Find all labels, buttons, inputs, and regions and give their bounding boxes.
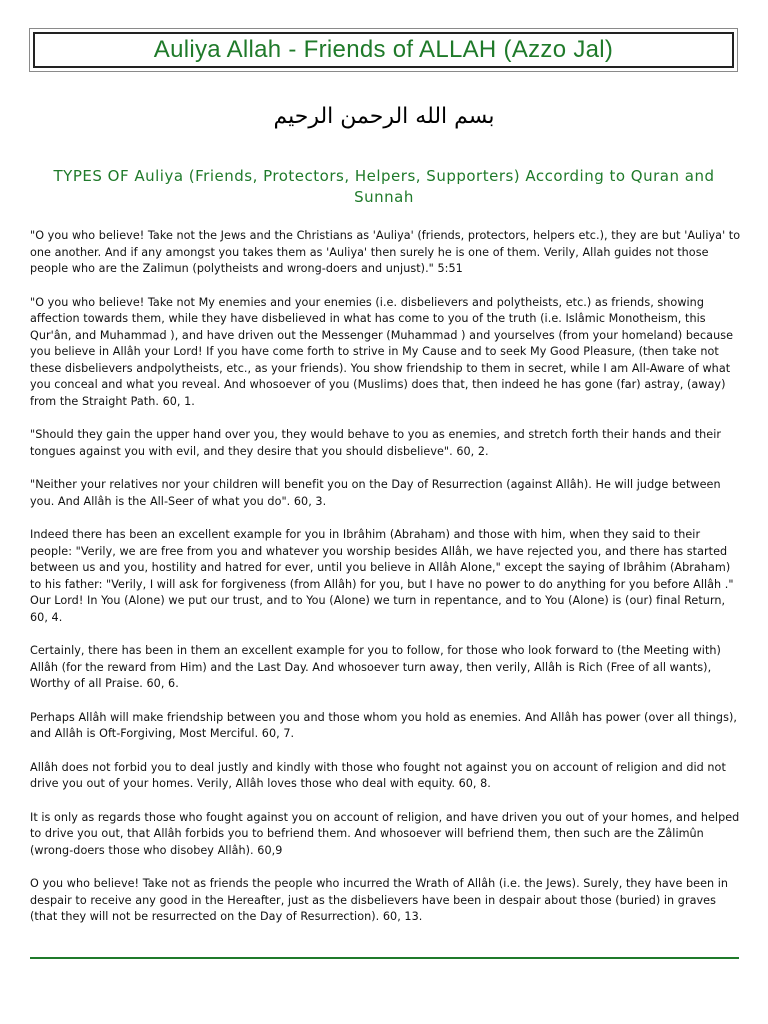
footer-divider: [30, 957, 739, 959]
verse-paragraph: O you who believe! Take not as friends the people who incurred the Wrath of Allâh (i.e. the Jews). Surely, they have been in despair to receive any good in the Hereafter, just as the disbelievers have been in despair about those (buried) in graves (that they will not be resurrected on the Day of Resurrection). 60, 13.: [30, 877, 729, 923]
verse-paragraph: Certainly, there has been in them an excellent example for you to follow, for those who look forward to (the Meeting with) Allâh (for the reward from Him) and the Last Day. And whosoever turn away, then verily, Allâh is Rich (Free of all wants), Worthy of all Praise. 60, 6.: [30, 644, 721, 690]
verse-paragraph: Perhaps Allâh will make friendship between you and those whom you hold as enemies. And Allâh has power (over all things), and Allâh is Oft-Forgiving, Most Merciful. 60, 7.: [30, 710, 737, 740]
page-title: Auliya Allah - Friends of ALLAH (Azzo Jal): [153, 36, 614, 63]
basmala-text: بسم الله الرحمن الرحيم: [273, 103, 495, 129]
verse-paragraph: Allâh does not forbid you to deal justly and kindly with those who fought not against you on account of religion and did not drive you out of your homes. Verily, Allâh loves those who deal with equity. 60, 8.: [30, 760, 726, 790]
page-title-box: [29, 28, 738, 72]
verse-paragraph: "O you who believe! Take not My enemies and your enemies (i.e. disbelievers and polytheists, etc.) as friends, showing affection towards them, while they have disbelieved in what has come to you of the truth (i.e. Islâmic Monotheism, this Qur'ân, and Muhammad ), and have driven out the Messenger (Muhammad ) and yourselves (from your homeland) because you believe in Allâh your Lord! If you have come forth to strive in My Cause and to seek My Good Pleasure, (then take not these disbelievers andpolytheists, etc., as your friends). You show friendship to them in secret, while I am All-Aware of what you conceal and what you reveal. And whosoever of you (Muslims) does that, then indeed he has gone (far) astray, (away) from the Straight Path. 60, 1.: [30, 295, 734, 408]
verse-paragraph: "Should they gain the upper hand over you, they would behave to you as enemies, and stretch forth their hands and their tongues against you with evil, and they desire that you should disbelieve". 60, 2.: [30, 428, 722, 458]
basmala-calligraphy: [274, 88, 494, 144]
verses-content: [30, 228, 742, 943]
verse-paragraph: It is only as regards those who fought against you on account of religion, and have driven you out of your homes, and helped to drive you out, that Allâh forbids you to befriend them. And whosoever will befriend them, then such are the Zâlimûn (wrong-doers those who disobey Allâh). 60,9: [30, 810, 740, 857]
verse-paragraph: "O you who believe! Take not the Jews and the Christians as 'Auliya' (friends, protectors, helpers etc.), they are but 'Auliya' to one another. And if any amongst you takes them as 'Auliya' then surely he is one of them. Verily, Allah guides not those people who are the Zalimun (polytheists and wrong-doers and unjust)." 5:51: [30, 229, 741, 275]
verse-paragraph: Indeed there has been an excellent example for you in Ibrâhim (Abraham) and those with him, when they said to their people: "Verily, we are free from you and whatever you worship besides Allâh, we have rejected you, and there has started between us and you, hostility and hatred for ever, until you believe in Allâh Alone," except the saying of Ibrâhim (Abraham) to his father: "Verily, I will ask for forgiveness (from Allâh) for you, but I have no power to do anything for you before Allâh ." Our Lord! In You (Alone) we put our trust, and to You (Alone) we turn in repentance, and to You (Alone) is (our) final Return, 60, 4.: [30, 528, 734, 624]
section-heading: TYPES OF Auliya (Friends, Protectors, Helpers, Supporters) According to Quran and Sunnah: [53, 167, 715, 206]
verse-paragraph: "Neither your relatives nor your children will benefit you on the Day of Resurrection (against Allâh). He will judge between you. And Allâh is the All-Seer of what you do". 60, 3.: [30, 478, 721, 508]
page-title-frame: [33, 32, 734, 68]
